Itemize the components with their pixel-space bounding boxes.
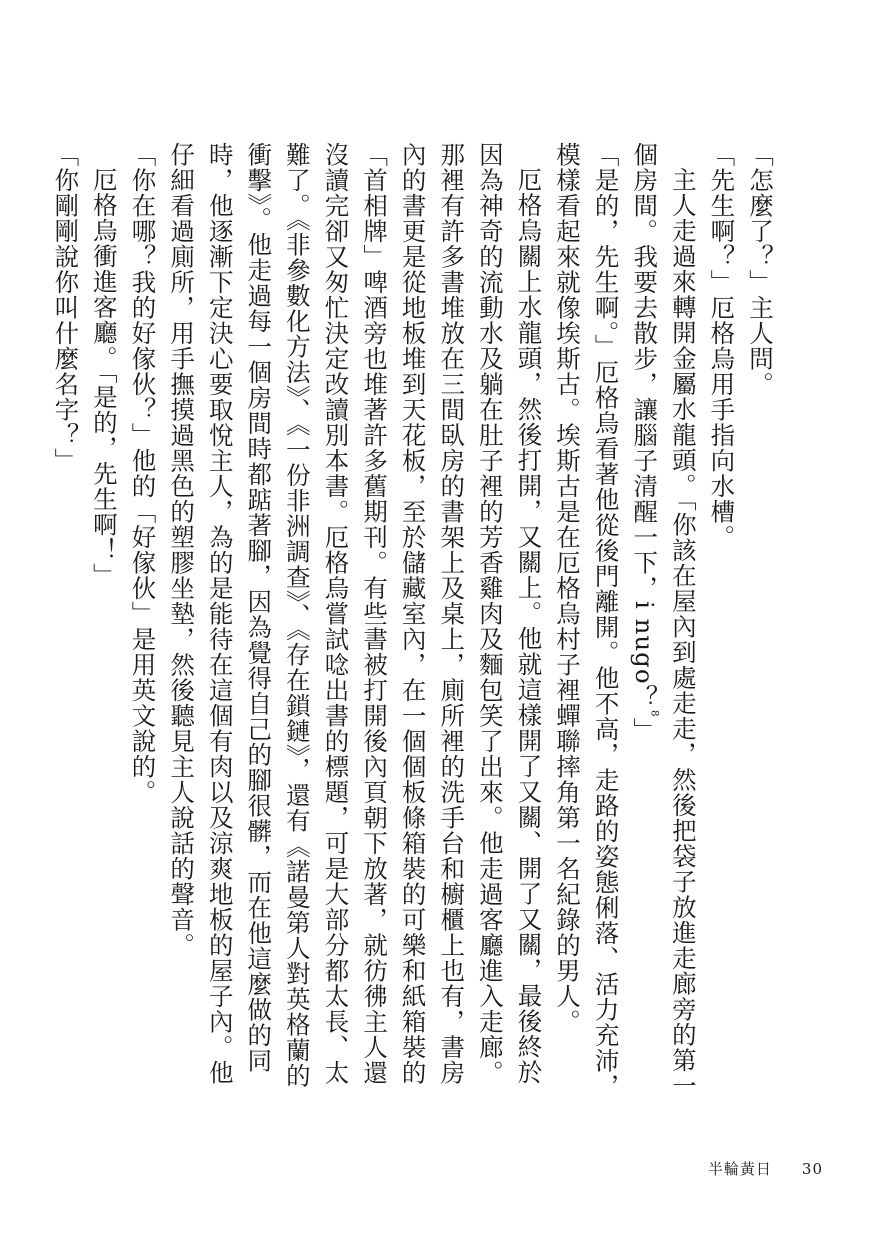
page-footer: [708, 1158, 823, 1179]
paragraph-4: 「是的，先生啊。」厄格烏看著他從後門離開。他不高，走路的姿態俐落、活力充沛，模樣看起來就像埃斯古。埃斯古是在厄格烏村子裡蟬聯摔角第一名紀錄的男人。: [553, 142, 621, 1099]
paragraph-2: 「先生啊？」厄格烏用手指向水槽。: [707, 142, 737, 550]
paragraph-5: 厄格烏關上水龍頭，然後打開，又關上。他就這樣開了又關、開了又關，最後終於因為神奇的流動水及躺在肚子裡的芳香雞肉及麵包笑了出來。他走過客廳進入走廊。那裡有許多書堆放在三間臥房的書架上及桌上，廁所裡的洗手台和櫥櫃上也有，書房內的書更是從地板堆到天花板，至於儲藏室內，在一個個板條箱裝的可樂和紙箱裝的「首相牌」啤酒旁也堆著許多舊期刊。有些書被打開後內頁朝下放著，就彷彿主人還沒讀完卻又匆忙決定改讀別本書。厄格烏嘗試唸出書的標題，可是大部分都太長、太難了。《非參數化方法》、《一份非洲調查》、《存在鎖鏈》，還有《諾曼第人對英格蘭的衝擊》。他走過每一個房間時都踮著腳，因為覺得自己的腳很髒，而在他這麼做的同時，他逐漸下定決心要取悅主人，為的是能待在這個有肉以及涼爽地板的屋子內。他仔細看過廁所，用手撫摸過黑色的塑膠坐墊，然後聽見主人說話的聲音。: [167, 142, 544, 1089]
page-number: 30: [801, 1160, 823, 1178]
paragraph-6: 「你在哪？我的好傢伙？」他的「好傢伙」是用英文說的。: [128, 142, 158, 805]
body-text: [51, 142, 779, 1102]
paragraph-3-close: 」: [630, 717, 660, 743]
paragraph-7: 厄格烏衝進客廳。「是的，先生啊！」: [89, 166, 119, 588]
running-title: 半輪黃日: [707, 1160, 772, 1178]
paragraph-3: [625, 142, 702, 1102]
paragraph-3-text: 主人走過來轉開金屬水龍頭。「你該在屋內到處走走，然後把袋子放進走廊旁的第一個房間。我要去散步，讓腦子清醒一下，i nugo？: [630, 142, 698, 1098]
paragraph-8: 「你剛剛說你叫什麼名字？」: [51, 142, 81, 474]
paragraph-1: 「怎麼了？」主人問。: [746, 142, 775, 397]
footnote-mark: 8: [648, 710, 660, 718]
